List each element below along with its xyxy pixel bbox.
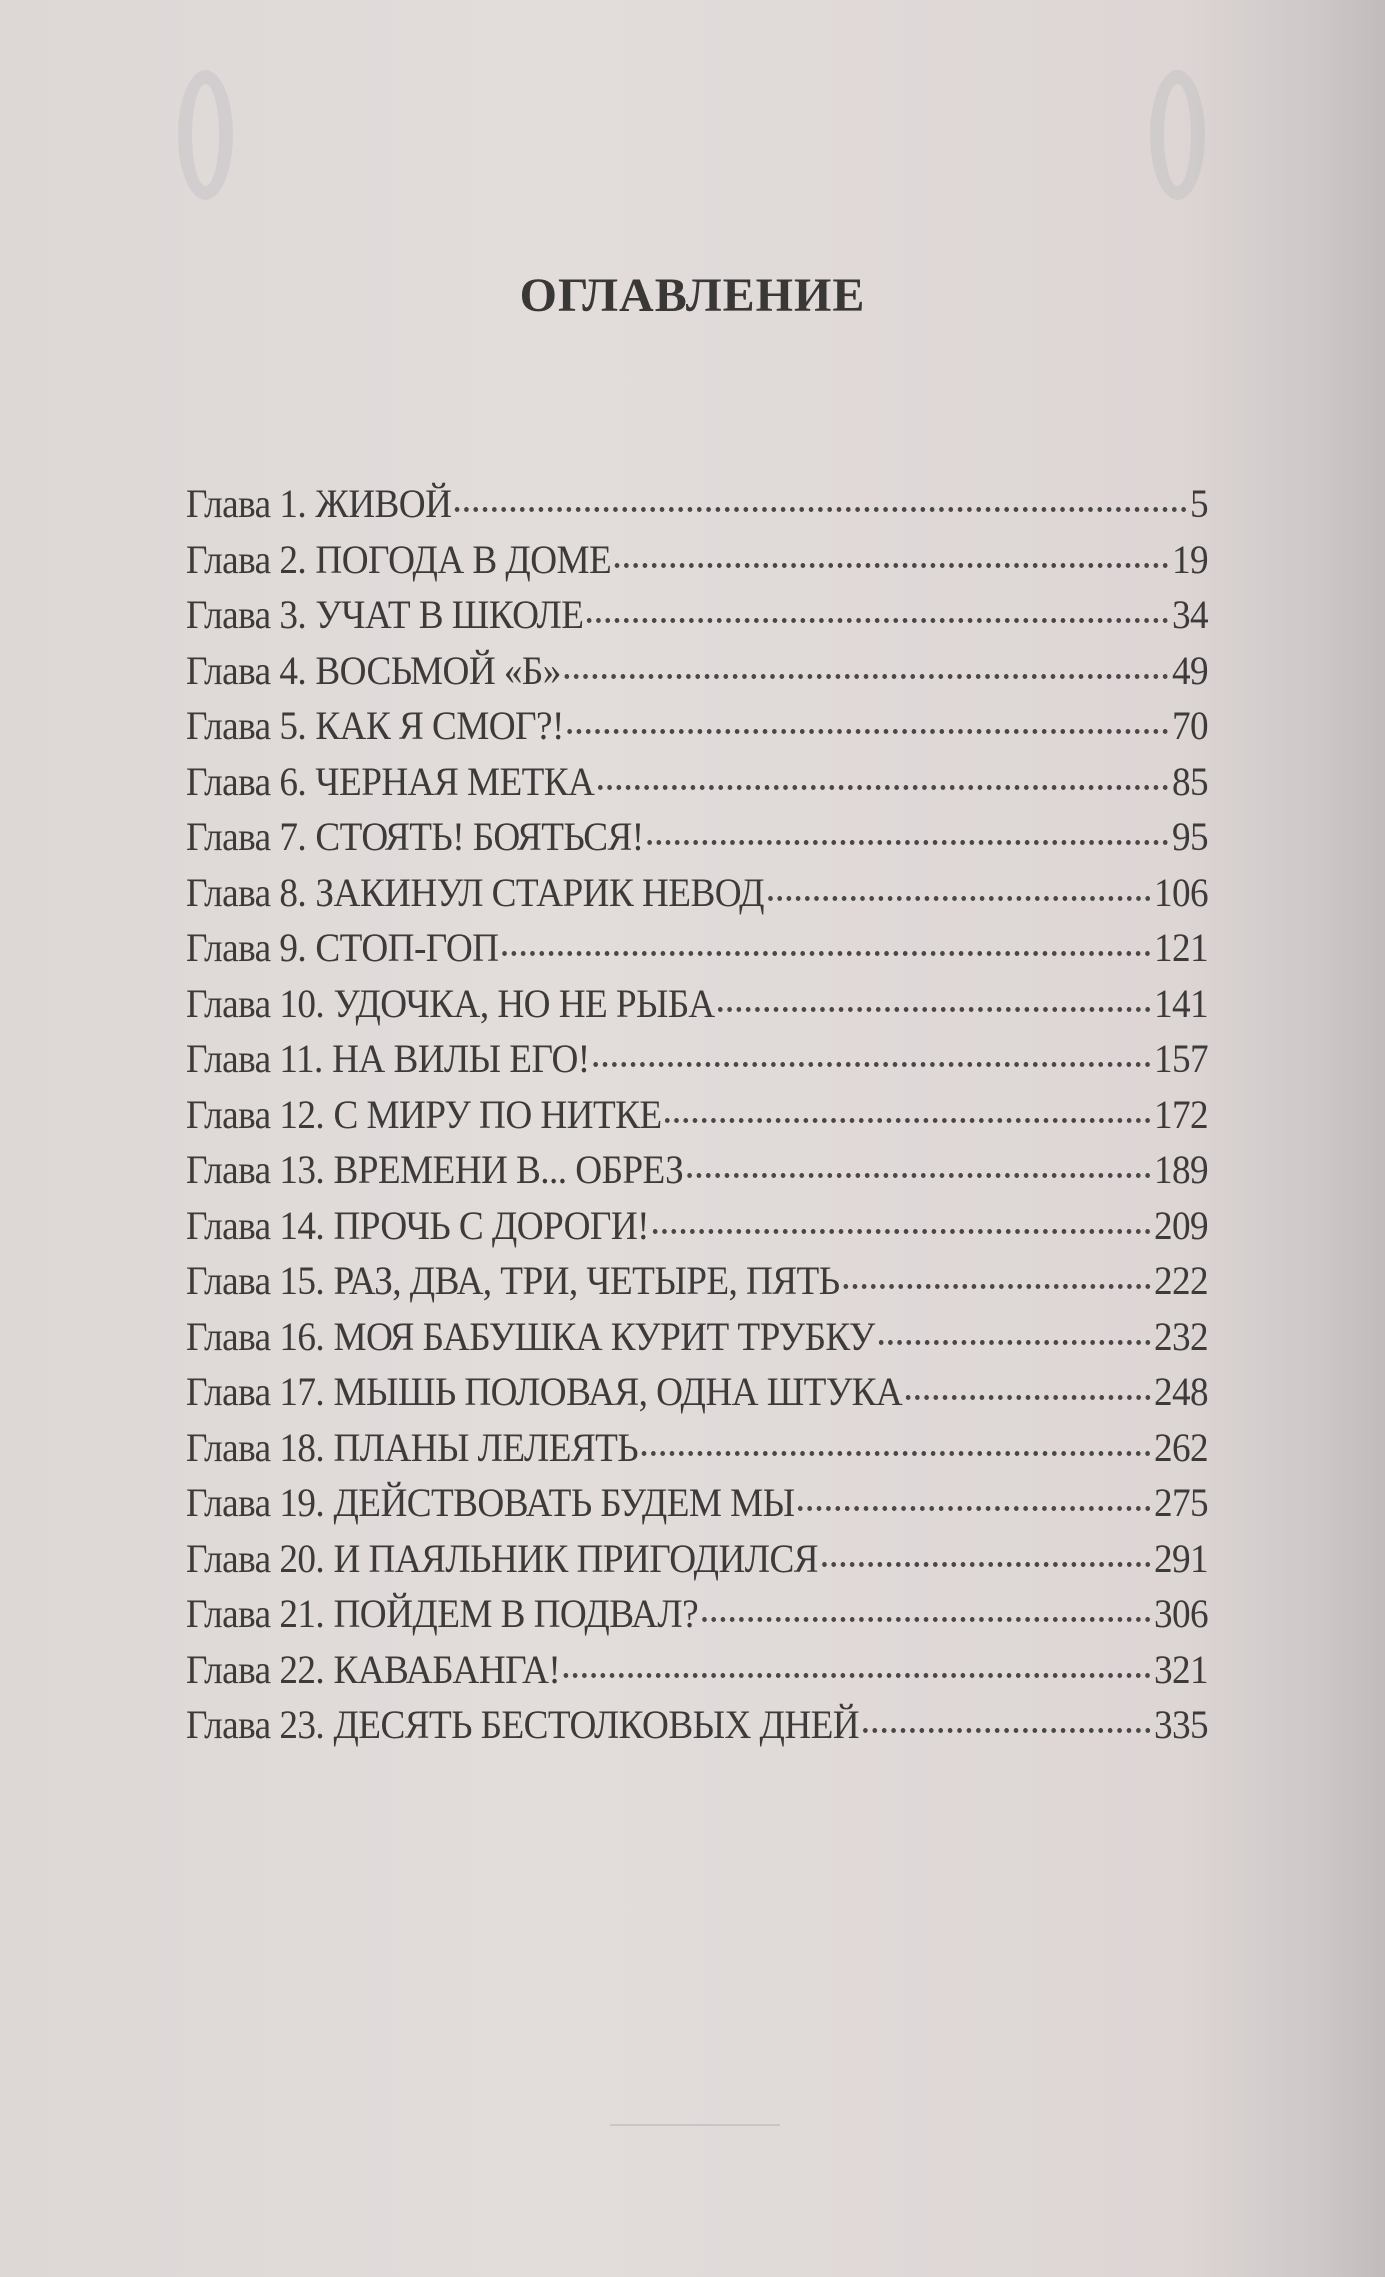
chapter-prefix: [186, 481, 306, 526]
chapter-word: Глава: [186, 536, 271, 582]
chapter-title: УДОЧКА, НО НЕ РЫБА: [333, 980, 715, 1026]
dot-leader: [878, 1340, 1150, 1345]
dot-leader: [502, 951, 1150, 956]
page-number: 232: [1153, 1313, 1209, 1359]
dot-leader: [455, 507, 1186, 512]
chapter-word: Глава: [186, 703, 271, 748]
chapter-prefix: [186, 1147, 324, 1192]
page-number: 335: [1153, 1702, 1209, 1747]
chapter-number: 15.: [279, 1258, 325, 1303]
chapter-prefix: [186, 1258, 324, 1303]
chapter-prefix: [186, 1036, 323, 1081]
page-number: 95: [1171, 814, 1209, 859]
dot-leader: [564, 1673, 1150, 1678]
chapter-prefix: [186, 1536, 324, 1581]
chapter-number: 12.: [279, 1091, 325, 1137]
chapter-label: [186, 924, 498, 971]
dot-leader: [642, 1451, 1150, 1456]
chapter-title: ЖИВОЙ: [315, 481, 452, 526]
toc-entry: [186, 813, 1208, 869]
chapter-title: УЧАТ В ШКОЛЕ: [315, 592, 584, 637]
dot-leader: [615, 563, 1168, 568]
dot-leader: [843, 1284, 1150, 1289]
toc-entry: [186, 591, 1208, 647]
page-number: 275: [1153, 1480, 1209, 1525]
dot-leader: [598, 785, 1168, 790]
chapter-number: 14.: [279, 1202, 325, 1248]
chapter-word: Глава: [186, 758, 271, 804]
page-number: 321: [1153, 1646, 1209, 1692]
chapter-label: [186, 1646, 560, 1693]
dot-leader: [863, 1728, 1150, 1733]
chapter-word: Глава: [186, 1480, 271, 1525]
toc-entry: [186, 1590, 1208, 1646]
chapter-title: МОЯ БАБУШКА КУРИТ ТРУБКУ: [333, 1313, 875, 1359]
toc-entry: [186, 480, 1208, 536]
dot-leader: [568, 729, 1169, 734]
toc-entry: [186, 536, 1208, 592]
chapter-title: ВРЕМЕНИ В... ОБРЕЗ: [333, 1147, 684, 1192]
chapter-word: Глава: [186, 1535, 271, 1581]
page-number: 70: [1171, 703, 1209, 748]
chapter-title: СТОП-ГОП: [315, 925, 499, 970]
chapter-number: 9.: [279, 925, 307, 970]
page-number: 222: [1153, 1258, 1209, 1303]
chapter-label: [186, 1424, 638, 1471]
dot-leader: [906, 1395, 1150, 1400]
chapter-title: ПЛАНЫ ЛЕЛЕЯТЬ: [333, 1424, 639, 1470]
chapter-title: ПОГОДА В ДОМЕ: [315, 536, 612, 582]
chapter-number: 7.: [279, 814, 307, 859]
page-number: 106: [1153, 869, 1209, 915]
chapter-number: 13.: [279, 1147, 325, 1192]
toc-entry: [186, 1091, 1208, 1147]
chapter-number: 18.: [279, 1424, 325, 1470]
toc-entry: [186, 1535, 1208, 1591]
chapter-word: Глава: [186, 869, 271, 915]
chapter-label: [186, 1146, 683, 1193]
chapter-prefix: [186, 759, 306, 804]
chapter-prefix: [186, 981, 324, 1026]
chapter-number: 17.: [279, 1369, 325, 1414]
chapter-word: Глава: [186, 592, 271, 637]
chapter-label: [186, 1701, 859, 1748]
chapter-label: [186, 1091, 662, 1138]
chapter-prefix: [186, 1591, 324, 1636]
chapter-number: 20.: [279, 1535, 325, 1581]
chapter-title: КАВАБАНГА!: [333, 1646, 561, 1692]
chapter-title: СТОЯТЬ! БОЯТЬСЯ!: [315, 814, 644, 859]
page-number: 248: [1153, 1369, 1209, 1414]
dot-leader: [768, 896, 1151, 901]
chapter-word: Глава: [186, 1147, 271, 1192]
chapter-label: [186, 702, 564, 749]
chapter-word: Глава: [186, 647, 271, 693]
page-number: 141: [1153, 980, 1209, 1026]
chapter-number: 10.: [279, 980, 325, 1026]
chapter-number: 1.: [279, 481, 307, 526]
dot-leader: [587, 618, 1168, 623]
dot-leader: [653, 1229, 1150, 1234]
page-number: 209: [1153, 1202, 1209, 1248]
page-number: 262: [1153, 1424, 1209, 1470]
chapter-label: [186, 869, 764, 916]
chapter-title: МЫШЬ ПОЛОВАЯ, ОДНА ШТУКА: [333, 1369, 903, 1414]
chapter-label: [186, 591, 583, 638]
chapter-prefix: [186, 1092, 324, 1137]
chapter-prefix: [186, 1702, 324, 1747]
toc-entry: [186, 1646, 1208, 1702]
dot-leader: [822, 1562, 1151, 1567]
toc-entry: [186, 980, 1208, 1036]
chapter-number: 22.: [279, 1646, 325, 1692]
chapter-word: Глава: [186, 1036, 271, 1081]
chapter-title: КАК Я СМОГ?!: [315, 703, 564, 748]
chapter-word: Глава: [186, 1258, 271, 1303]
chapter-prefix: [186, 814, 306, 859]
chapter-prefix: [186, 1314, 324, 1359]
toc-entry: [186, 1035, 1208, 1091]
chapter-label: [186, 536, 611, 583]
bleed-through-ornament-icon: [1150, 70, 1205, 200]
chapter-word: Глава: [186, 814, 271, 859]
chapter-number: 3.: [279, 592, 307, 637]
page-number: 85: [1171, 758, 1209, 804]
chapter-number: 21.: [279, 1591, 325, 1636]
chapter-word: Глава: [186, 1202, 271, 1248]
chapter-title: ВОСЬМОЙ «Б»: [315, 647, 561, 693]
chapter-number: 6.: [279, 758, 307, 804]
table-of-contents: [186, 480, 1208, 1757]
chapter-title: ЧЕРНАЯ МЕТКА: [315, 758, 595, 804]
chapter-label: [186, 1313, 875, 1360]
chapter-word: Глава: [186, 980, 271, 1026]
chapter-title: ДЕСЯТЬ БЕСТОЛКОВЫХ ДНЕЙ: [333, 1702, 860, 1747]
chapter-number: 5.: [279, 703, 307, 748]
chapter-title: РАЗ, ДВА, ТРИ, ЧЕТЫРЕ, ПЯТЬ: [333, 1258, 840, 1303]
chapter-label: [186, 480, 451, 527]
chapter-prefix: [186, 870, 306, 915]
toc-entry: [186, 1313, 1208, 1369]
dot-leader: [718, 1007, 1150, 1012]
chapter-word: Глава: [186, 1091, 271, 1137]
page-number: 19: [1171, 536, 1209, 582]
toc-entry: [186, 869, 1208, 925]
chapter-title: ЗАКИНУЛ СТАРИК НЕВОД: [315, 869, 764, 915]
chapter-title: ДЕЙСТВОВАТЬ БУДЕМ МЫ: [333, 1480, 795, 1525]
dot-leader: [647, 840, 1168, 845]
chapter-title: НА ВИЛЫ ЕГО!: [332, 1036, 590, 1081]
chapter-word: Глава: [186, 1646, 271, 1692]
toc-entry: [186, 647, 1208, 703]
page-number: 172: [1153, 1091, 1209, 1137]
chapter-word: Глава: [186, 925, 271, 970]
chapter-number: 11.: [279, 1036, 323, 1081]
chapter-prefix: [186, 648, 306, 693]
chapter-prefix: [186, 925, 306, 970]
chapter-label: [186, 1590, 698, 1637]
chapter-prefix: [186, 592, 306, 637]
toc-entry: [186, 1257, 1208, 1313]
chapter-word: Глава: [186, 481, 271, 526]
page-number: 49: [1171, 647, 1209, 693]
chapter-prefix: [186, 537, 306, 582]
toc-entry: [186, 1479, 1208, 1535]
dot-leader: [564, 674, 1168, 679]
chapter-number: 16.: [279, 1313, 325, 1359]
chapter-prefix: [186, 703, 306, 748]
page-number: 5: [1190, 481, 1209, 526]
chapter-label: [186, 813, 644, 860]
page-number: 189: [1153, 1147, 1209, 1192]
chapter-prefix: [186, 1425, 324, 1470]
chapter-title: И ПАЯЛЬНИК ПРИГОДИЛСЯ: [333, 1535, 818, 1581]
page-number: 121: [1153, 925, 1209, 970]
dot-leader: [665, 1118, 1150, 1123]
bleed-through-ornament-icon: [178, 70, 233, 200]
toc-entry: [186, 1701, 1208, 1757]
chapter-word: Глава: [186, 1591, 271, 1636]
toc-entry: [186, 1424, 1208, 1480]
chapter-label: [186, 758, 594, 805]
page-number: 306: [1153, 1591, 1209, 1636]
chapter-title: ПОЙДЕМ В ПОДВАЛ?: [333, 1591, 699, 1636]
chapter-number: 2.: [279, 536, 307, 582]
dot-leader: [593, 1062, 1150, 1067]
chapter-title: С МИРУ ПО НИТКЕ: [333, 1091, 662, 1137]
toc-entry: [186, 924, 1208, 980]
chapter-word: Глава: [186, 1313, 271, 1359]
toc-entry: [186, 1146, 1208, 1202]
chapter-label: [186, 647, 561, 694]
chapter-number: 8.: [279, 869, 307, 915]
chapter-prefix: [186, 1369, 324, 1414]
dot-leader: [702, 1617, 1150, 1622]
chapter-number: 4.: [279, 647, 307, 693]
chapter-title: ПРОЧЬ С ДОРОГИ!: [333, 1202, 650, 1248]
chapter-label: [186, 1535, 818, 1582]
chapter-word: Глава: [186, 1424, 271, 1470]
dot-leader: [687, 1173, 1150, 1178]
chapter-label: [186, 1368, 902, 1415]
chapter-label: [186, 1202, 649, 1249]
chapter-label: [186, 1257, 840, 1304]
chapter-prefix: [186, 1647, 324, 1692]
toc-entry: [186, 1202, 1208, 1258]
toc-entry: [186, 702, 1208, 758]
toc-entry: [186, 758, 1208, 814]
chapter-word: Глава: [186, 1369, 271, 1414]
chapter-prefix: [186, 1480, 324, 1525]
chapter-label: [186, 1479, 795, 1526]
page-number: 157: [1153, 1036, 1209, 1081]
toc-entry: [186, 1368, 1208, 1424]
page-number: 34: [1171, 592, 1209, 637]
page-title: ОГЛАВЛЕНИЕ: [519, 269, 866, 323]
chapter-label: [186, 1035, 590, 1082]
chapter-prefix: [186, 1203, 324, 1248]
chapter-word: Глава: [186, 1702, 271, 1747]
dot-leader: [798, 1506, 1150, 1511]
chapter-number: 23.: [279, 1702, 325, 1747]
bleed-through-divider: [610, 2124, 780, 2126]
chapter-number: 19.: [279, 1480, 325, 1525]
page-number: 291: [1153, 1535, 1209, 1581]
chapter-label: [186, 980, 715, 1027]
